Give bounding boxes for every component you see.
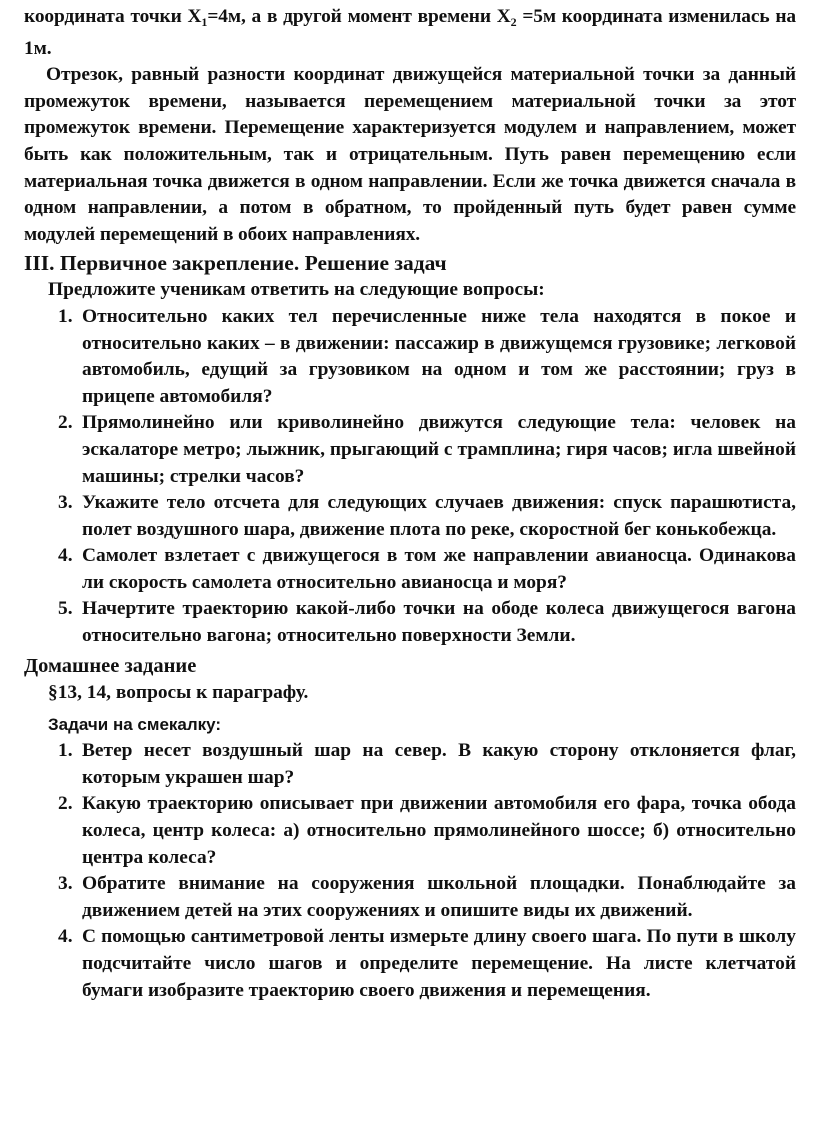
section-heading: III. Первичное закрепление. Решение задач xyxy=(24,251,447,276)
intro-text-part2: =4м, а в другой момент времени X xyxy=(207,6,511,27)
intro-text-part1: координата точки X xyxy=(24,6,202,27)
subscript-1: 1 xyxy=(201,15,208,29)
homework-heading: Домашнее задание xyxy=(24,654,197,677)
intro-paragraph xyxy=(24,4,796,62)
riddles-heading: Задачи на смекалку: xyxy=(48,715,222,735)
section-intro: Предложите ученикам ответить на следующие вопросы: xyxy=(48,279,545,301)
item-text: Относительно каких тел перечисленные ниже тела находятся в покое и относительно каких – в движении: пассажир в движущемся грузовике; легковой автомобиль, едущий за грузовиком на одном и том же расстоянии; груз в прицепе автомобиля? xyxy=(82,305,796,407)
item-text: Начертите траекторию какой-либо точки на ободе колеса движущегося вагона относительно вагона; относительно поверхности Земли. xyxy=(82,598,796,647)
list-item xyxy=(24,924,796,1004)
item-text: Укажите тело отсчета для следующих случаев движения: спуск парашютиста, полет воздушного шара, движение плота по реке, скоростной бег конькобежца. xyxy=(82,492,796,540)
item-number: 2. xyxy=(58,793,73,815)
list-item xyxy=(24,738,796,791)
list-item xyxy=(24,410,796,490)
item-number: 4. xyxy=(58,545,73,567)
list-item xyxy=(24,490,796,543)
item-number: 1. xyxy=(58,740,73,762)
homework-text: §13, 14, вопросы к параграфу. xyxy=(48,681,309,703)
subscript-2: 2 xyxy=(510,15,517,29)
item-text: Обратите внимание на сооружения школьной площадки. Понаблюдайте за движением детей на этих сооружениях и опишите виды их движений. xyxy=(82,873,796,921)
item-number: 4. xyxy=(58,926,73,948)
intro-text-part3: =5м координата изменилась на 1м. xyxy=(24,6,797,59)
riddles-list xyxy=(24,738,796,1004)
item-text: Прямолинейно или криволинейно движутся следующие тела: человек на эскалаторе метро; лыжник, прыгающий с трамплина; гиря часов; игла швейной машины; стрелки часов? xyxy=(82,412,796,487)
questions-list xyxy=(24,304,796,650)
document-page xyxy=(24,4,796,1004)
item-number: 3. xyxy=(58,873,73,895)
item-number: 5. xyxy=(58,598,73,620)
item-number: 3. xyxy=(58,492,73,514)
list-item xyxy=(24,871,796,924)
list-item xyxy=(24,543,796,596)
list-item xyxy=(24,791,796,871)
definition-paragraph: Отрезок, равный разности координат движущейся материальной точки за данный промежуток времени, называется перемещением материальной точки за этот промежуток времени. Перемещение характеризуется модулем и направлением, может быть как положительным, так и отрицательным. Путь равен перемещению если материальная точка движется в одном направлении. Если же точка движется сначала в одном направлении, а потом в обратном, то пройденный путь будет равен сумме модулей перемещений в обоих направлениях. xyxy=(24,64,796,245)
list-item xyxy=(24,596,796,649)
item-number: 2. xyxy=(58,412,73,434)
item-text: С помощью сантиметровой ленты измерьте длину своего шага. По пути в школу подсчитайте число шагов и определите перемещение. На листе клетчатой бумаги изобразите траекторию своего движения и перемещения. xyxy=(82,926,796,1001)
item-number: 1. xyxy=(58,305,73,327)
list-item xyxy=(24,304,796,410)
item-text: Какую траекторию описывает при движении автомобиля его фара, точка обода колеса, центр колеса: а) относительно прямолинейного шоссе; б) относительно центра колеса? xyxy=(82,793,796,868)
item-text: Самолет взлетает с движущегося в том же направлении авианосца. Одинакова ли скорость самолета относительно авианосца и моря? xyxy=(82,545,796,593)
item-text: Ветер несет воздушный шар на север. В какую сторону отклоняется флаг, которым украшен шар? xyxy=(82,740,796,788)
